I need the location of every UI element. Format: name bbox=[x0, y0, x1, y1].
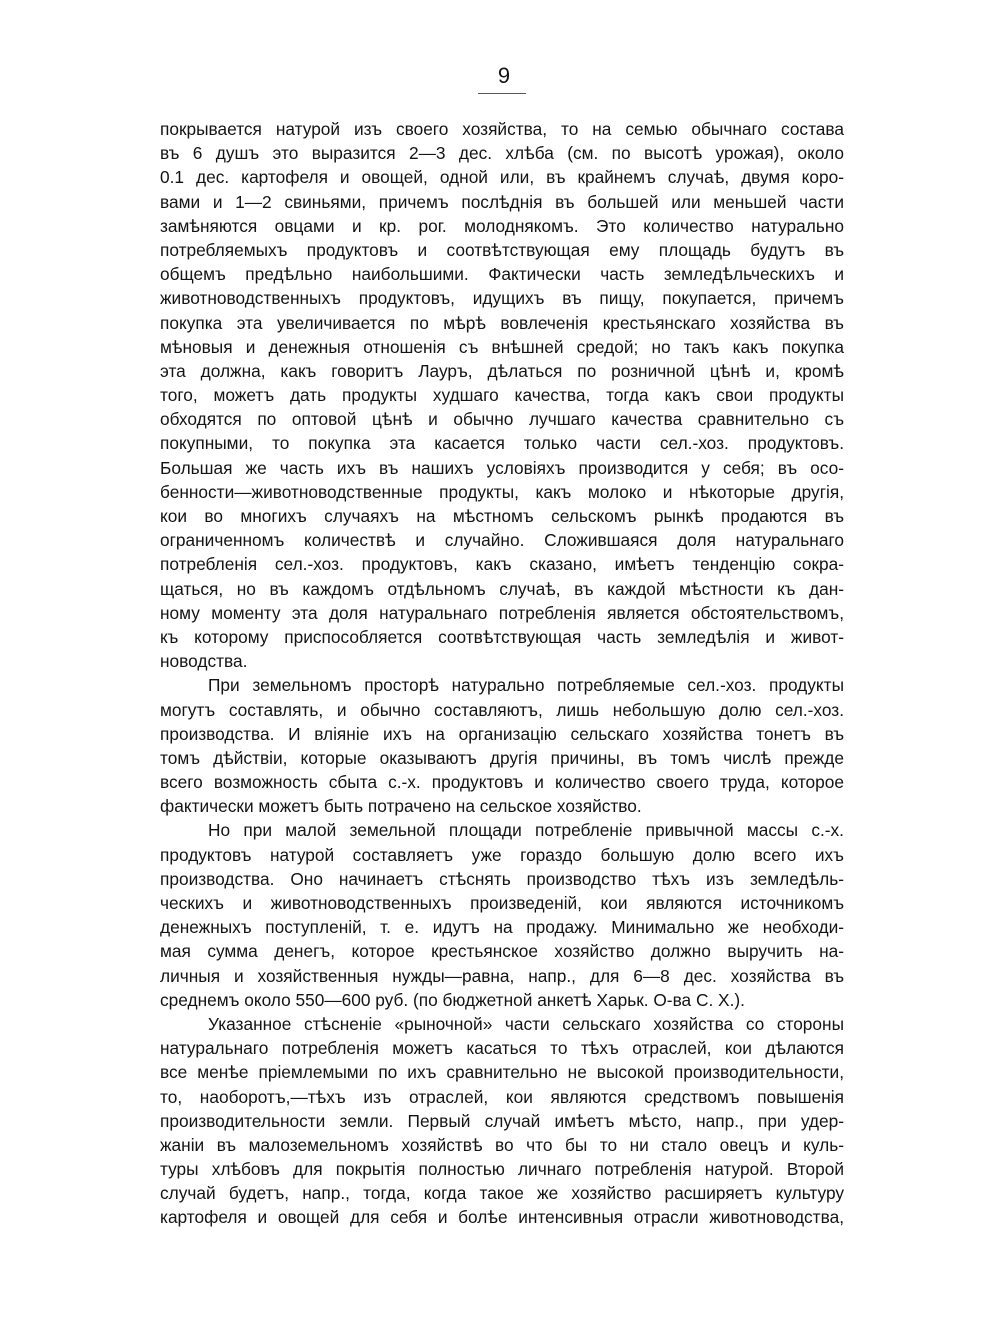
text-line: животноводственныхъ продуктовъ, идущихъ въ пищу, покупается, причемъ bbox=[160, 288, 844, 309]
text-line: мая сумма денегъ, которое крестьянское хозяйство должно выручить на- bbox=[160, 941, 844, 962]
text-line: среднемъ около 550—600 руб. (по бюджетной анкетѣ Харьк. О-ва С. Х.). bbox=[160, 989, 745, 1010]
text-line: того, можетъ дать продукты худшаго качества, тогда какъ свои продукты bbox=[160, 385, 844, 406]
text-line: покупными, то покупка эта касается только части сел.-хоз. продуктовъ. bbox=[160, 433, 844, 454]
text-line: новодства. bbox=[160, 651, 248, 672]
text-line: туры хлѣбовъ для покрытія полностью личнаго потребленія натурой. Второй bbox=[160, 1159, 844, 1180]
text-line: При земельномъ просторѣ натурально потребляемые сел.-хоз. продукты bbox=[208, 675, 844, 696]
text-line: эта должна, какъ говоритъ Лауръ, дѣлаться по розничной цѣнѣ и, кромѣ bbox=[160, 360, 844, 381]
text-line: въ 6 душъ это выразится 2—3 дес. хлѣба (см. по высотѣ урожая), около bbox=[160, 143, 844, 164]
text-line: вами и 1—2 свиньями, причемъ послѣднія въ большей или меньшей части bbox=[160, 191, 844, 212]
text-line: производства. Оно начинаетъ стѣснять производство тѣхъ изъ земледѣль- bbox=[160, 868, 844, 889]
text-line: Но при малой земельной площади потребленіе привычной массы с.-х. bbox=[208, 820, 844, 841]
text-line: Большая же часть ихъ въ нашихъ условіяхъ производится у себя; въ осо- bbox=[160, 457, 844, 478]
page-number: 9 bbox=[497, 63, 511, 88]
text-line: къ которому приспособляется соотвѣтствующая часть земледѣлія и живот- bbox=[160, 626, 844, 647]
text-line: производительности земли. Первый случай имѣетъ мѣсто, напр., при удер- bbox=[160, 1110, 844, 1131]
text-line: замѣняются овцами и кр. рог. молоднякомъ. Это количество натурально bbox=[160, 215, 844, 236]
text-line: всего возможность сбыта с.-х. продуктовъ и количество своего труда, которое bbox=[160, 772, 844, 793]
text-line: покупка эта увеличивается по мѣрѣ вовлеченія крестьянскаго хозяйства въ bbox=[160, 312, 844, 333]
text-line: могутъ составлять, и обычно составляютъ, лишь небольшую долю сел.-хоз. bbox=[160, 699, 844, 720]
page-number-rule bbox=[478, 93, 526, 94]
text-line: томъ дѣйствіи, которые оказываютъ другія причины, въ томъ числѣ прежде bbox=[160, 747, 844, 768]
body-text bbox=[160, 117, 844, 1230]
text-line: денежныхъ поступленій, т. е. идутъ на продажу. Минимально же необходи- bbox=[160, 917, 844, 938]
text-line: ческихъ и животноводственныхъ произведеній, кои являются источникомъ bbox=[160, 893, 844, 913]
text-line: кои во многихъ случаяхъ на мѣстномъ сельскомъ рынкѣ продаются въ bbox=[160, 506, 844, 526]
text-line: потребленія сел.-хоз. продуктовъ, какъ сказано, имѣетъ тенденцію сокра- bbox=[160, 554, 844, 575]
text-line: покрывается натурой изъ своего хозяйства, то на семью обычнаго состава bbox=[160, 119, 844, 139]
text-line: Указанное стѣсненіе «рыночной» части сельскаго хозяйства со стороны bbox=[208, 1013, 844, 1034]
text-line: мѣновыя и денежныя отношенія съ внѣшней средой; но такъ какъ покупка bbox=[160, 336, 844, 357]
text-line: жаніи въ малоземельномъ хозяйствѣ во что бы то ни стало овецъ и куль- bbox=[160, 1134, 844, 1155]
text-line: ному моменту эта доля натуральнаго потребленія является обстоятельствомъ, bbox=[160, 602, 844, 623]
text-line: все менѣе пріемлемыми по ихъ сравнительно не высокой производительности, bbox=[160, 1062, 844, 1083]
text-line: обходятся по оптовой цѣнѣ и обычно лучшаго качества сравнительно съ bbox=[160, 409, 844, 430]
text-line: ограниченномъ количествѣ и случайно. Сложившаяся доля натуральнаго bbox=[160, 530, 844, 551]
text-line: то, наоборотъ,—тѣхъ изъ отраслей, кои являются средствомъ повышенія bbox=[160, 1086, 844, 1107]
text-line: потребляемыхъ продуктовъ и соотвѣтствующая ему площадь будутъ въ bbox=[160, 239, 844, 260]
text-line: бенности—животноводственные продукты, какъ молоко и нѣкоторые другія, bbox=[160, 481, 844, 502]
text-line: щаться, но въ каждомъ отдѣльномъ случаѣ, въ каждой мѣстности къ дан- bbox=[160, 578, 844, 599]
text-line: случай будетъ, напр., тогда, когда такое же хозяйство расширяетъ культуру bbox=[160, 1183, 844, 1204]
text-line: общемъ предѣльно наибольшими. Фактически часть земледѣльческихъ и bbox=[160, 264, 844, 285]
text-line: личныя и хозяйственныя нужды—равна, напр., для 6—8 дес. хозяйства въ bbox=[160, 965, 844, 986]
text-line: фактически можетъ быть потрачено на сельское хозяйство. bbox=[160, 796, 642, 817]
text-line: продуктовъ натурой составляетъ уже гораздо большую долю всего ихъ bbox=[160, 844, 844, 865]
text-line: производства. И вліяніе ихъ на организацію сельскаго хозяйства тонетъ въ bbox=[160, 723, 844, 744]
text-line: 0.1 дес. картофеля и овощей, одной или, въ крайнемъ случаѣ, двумя коро- bbox=[160, 167, 844, 188]
text-line: картофеля и овощей для себя и болѣе интенсивныя отрасли животноводства, bbox=[160, 1207, 844, 1228]
text-line: натуральнаго потребленія можетъ касаться то тѣхъ отраслей, кои дѣлаются bbox=[160, 1038, 844, 1059]
